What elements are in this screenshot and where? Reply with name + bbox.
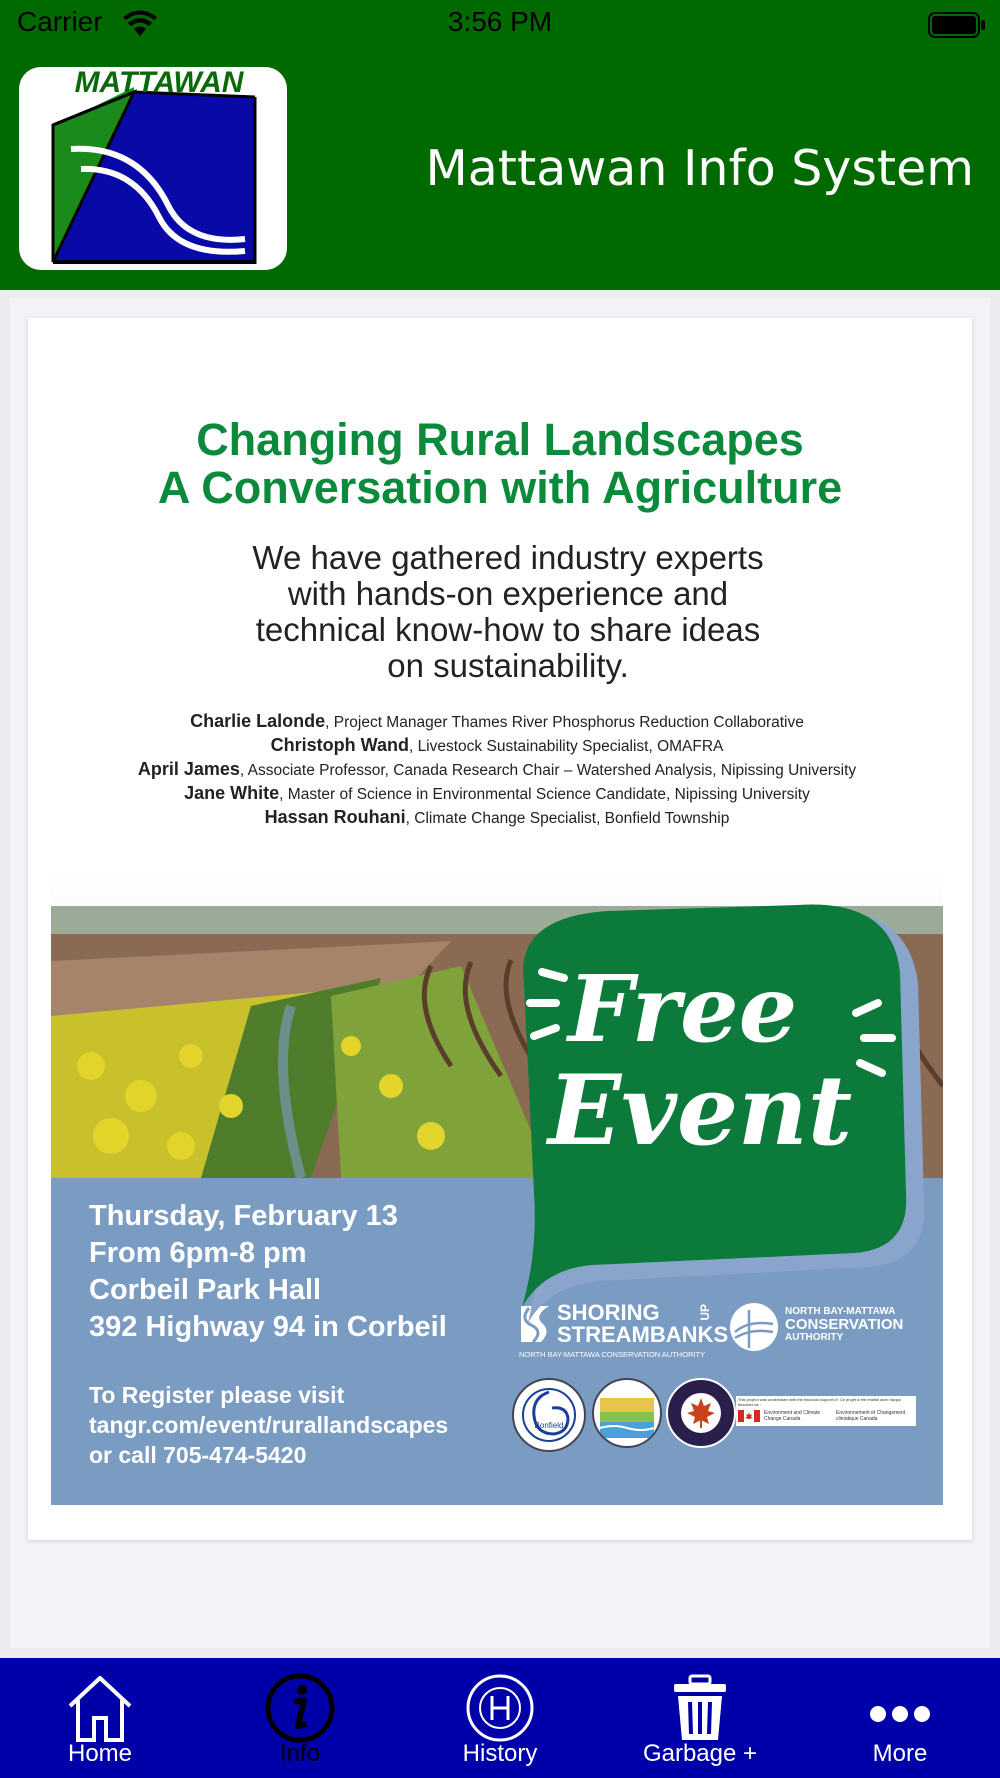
more-icon: [860, 1668, 940, 1744]
event-time: From 6pm-8 pm: [89, 1237, 307, 1269]
history-icon: [460, 1668, 540, 1744]
speaker-role: , Livestock Sustainability Specialist, OMAFRA: [408, 738, 724, 755]
logo-wordmark: MATTAWAN: [74, 67, 244, 99]
poster-subtitle-line: on sustainability.: [387, 647, 629, 684]
app-header: [0, 0, 1000, 290]
poster-title-line2: A Conversation with Agriculture: [157, 462, 843, 513]
battery-icon: [928, 12, 986, 38]
canada-flag-icon: [738, 1410, 760, 1422]
poster-subtitle-line: We have gathered industry experts: [252, 539, 764, 576]
sparkle-right-icon: [842, 993, 902, 1083]
tab-garbage-label: Garbage +: [642, 1740, 758, 1767]
env-canada-top-text: This project was undertaken with the financial support of: Ce projet a été réalisé avec l'appui financier de :: [738, 1397, 902, 1407]
maple-leaf-icon: [668, 1380, 734, 1446]
speaker-role: , Climate Change Specialist, Bonfield Township: [405, 810, 730, 827]
register-url[interactable]: tangr.com/event/rurallandscapes: [89, 1412, 449, 1438]
tab-more-label: More: [872, 1740, 928, 1767]
poster-subtitle-line: technical know-how to share ideas: [255, 611, 761, 648]
env-canada-fr: Environnement et Changement climatique Canada: [836, 1410, 906, 1422]
sparkle-left-icon: [522, 958, 572, 1048]
speakers-list: [51, 710, 943, 830]
poster-title-line1: Changing Rural Landscapes: [196, 414, 804, 465]
register-line: To Register please visit: [89, 1382, 345, 1408]
speaker-role: , Associate Professor, Canada Research Chair – Watershed Analysis, Nipissing University: [239, 762, 857, 779]
tab-home[interactable]: [0, 1658, 200, 1778]
poster-subtitle-line: with hands-on experience and: [287, 575, 729, 612]
event-label: Event: [548, 1054, 853, 1167]
township-seal: [592, 1378, 662, 1448]
env-canada-en: Environment and Climate Change Canada: [764, 1410, 821, 1422]
speaker-name: Jane White: [184, 783, 280, 803]
bonfield-emblem-icon: [514, 1380, 584, 1450]
register-phone[interactable]: or call 705-474-5420: [89, 1442, 307, 1468]
speaker-item: [51, 758, 943, 782]
poster-title: [28, 416, 972, 512]
nbmca-line1: NORTH BAY-MATTAWA: [785, 1306, 896, 1317]
speaker-name: Charlie Lalonde: [190, 711, 326, 731]
bonfield-seal: [512, 1378, 586, 1452]
event-venue: Corbeil Park Hall: [89, 1274, 322, 1306]
trash-icon: [660, 1668, 740, 1744]
speaker-role: , Project Manager Thames River Phosphorus Reduction Collaborative: [325, 714, 804, 731]
nbmca-line2: CONSERVATION: [785, 1316, 904, 1333]
tab-garbage[interactable]: [600, 1658, 800, 1778]
tab-info-label: Info: [279, 1740, 321, 1767]
tab-bar: [0, 1658, 1000, 1778]
speaker-role: , Master of Science in Environmental Science Candidate, Nipissing University: [279, 786, 810, 803]
speaker-item: [51, 806, 943, 830]
shoring-up-label: UP: [698, 1304, 712, 1321]
speaker-item: [51, 710, 943, 734]
nbmca-line3: AUTHORITY: [785, 1332, 844, 1343]
event-address: 392 Highway 94 in Corbeil: [89, 1311, 447, 1343]
event-date: Thursday, February 13: [89, 1200, 398, 1232]
shoring-sub: NORTH BAY-MATTAWA CONSERVATION AUTHORITY: [519, 1350, 706, 1359]
app-title: Mattawan Info System: [425, 140, 974, 197]
clock-label: 3:56 PM: [447, 6, 553, 37]
carrier-label: Carrier: [17, 6, 103, 37]
home-icon: [60, 1668, 140, 1744]
tab-more[interactable]: [800, 1658, 1000, 1778]
free-label: Free: [568, 955, 798, 1063]
bonfield-seal-text: Bonfield: [534, 1421, 564, 1430]
info-icon: [260, 1668, 340, 1744]
tab-history-label: History: [462, 1740, 538, 1767]
tab-home-label: Home: [67, 1740, 133, 1767]
shoring-line1: SHORING: [557, 1300, 660, 1325]
free-event-badge: [508, 903, 948, 1323]
tab-info[interactable]: [200, 1658, 400, 1778]
east-ferris-seal: [666, 1378, 736, 1448]
speaker-name: Hassan Rouhani: [264, 807, 406, 827]
shoring-line2: STREAMBANKS: [557, 1322, 729, 1347]
township-emblem-icon: [594, 1380, 660, 1446]
poster-subtitle: [178, 540, 838, 684]
event-poster[interactable]: [28, 318, 972, 1540]
tab-history[interactable]: [400, 1658, 600, 1778]
wifi-icon: [122, 10, 158, 38]
speaker-name: April James: [137, 759, 240, 779]
env-canada-logo: [736, 1396, 916, 1426]
speaker-item: [51, 734, 943, 758]
speaker-name: Christoph Wand: [270, 735, 409, 755]
speaker-item: [51, 782, 943, 806]
mattawan-logo: [19, 67, 287, 270]
